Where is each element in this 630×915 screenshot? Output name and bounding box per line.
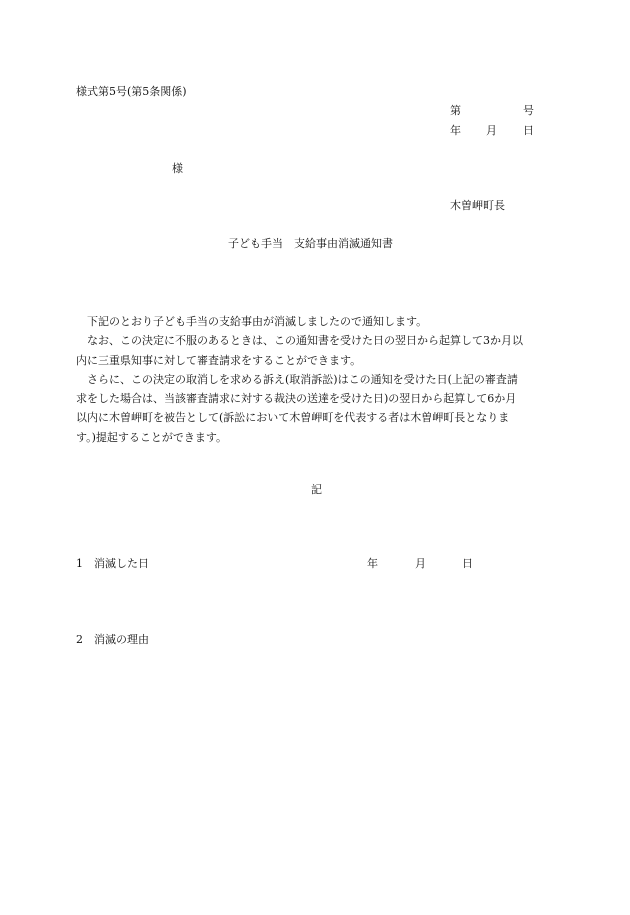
document-title: 子ども手当 支給事由消滅通知書 xyxy=(228,237,393,250)
body-paragraph-1: 下記のとおり子ども手当の支給事由が消滅しましたので通知します。 xyxy=(87,315,428,328)
document-number-suffix: 号 xyxy=(523,104,534,117)
form-number: 様式第5号(第5条関係) xyxy=(76,85,187,98)
body-paragraph-3-line-1: さらに、この決定の取消しを求める訴え(取消訴訟)はこの通知を受けた日(上記の審査請 xyxy=(87,372,518,386)
ki-heading: 記 xyxy=(311,483,322,496)
notice-body xyxy=(76,312,556,447)
body-paragraph-3-line-2: 求をした場合は、当該審査請求に対する裁決の送達を受けた日)の翌日から起算して6か月 xyxy=(76,392,517,406)
item-extinction-date-day: 日 xyxy=(462,557,473,570)
document-number-label: 第 xyxy=(450,104,461,117)
item-extinction-date-month: 月 xyxy=(415,557,426,570)
body-paragraph-2-line-1: なお、この決定に不服のあるときは、この通知書を受けた日の翌日から起算して3か月以 xyxy=(87,334,523,348)
body-paragraph-3-line-4: す。)提起することができます。 xyxy=(76,430,228,444)
item-extinction-reason-label: 2 消滅の理由 xyxy=(76,633,149,646)
body-paragraph-3-line-3: 以内に木曽岬町を被告として(訴訟において木曽岬町を代表する者は木曽岬町長となりま xyxy=(76,411,510,425)
item-extinction-date-year: 年 xyxy=(367,557,378,570)
issue-date-day: 日 xyxy=(523,124,534,137)
issue-date-month: 月 xyxy=(486,124,497,137)
recipient-honorific: 様 xyxy=(172,162,183,175)
body-paragraph-2-line-2: 内に三重県知事に対して審査請求をすることができます。 xyxy=(76,353,362,367)
issuer-name: 木曽岬町長 xyxy=(450,199,505,212)
item-extinction-date-label: 1 消滅した日 xyxy=(76,557,149,570)
issue-date-year: 年 xyxy=(450,124,461,137)
